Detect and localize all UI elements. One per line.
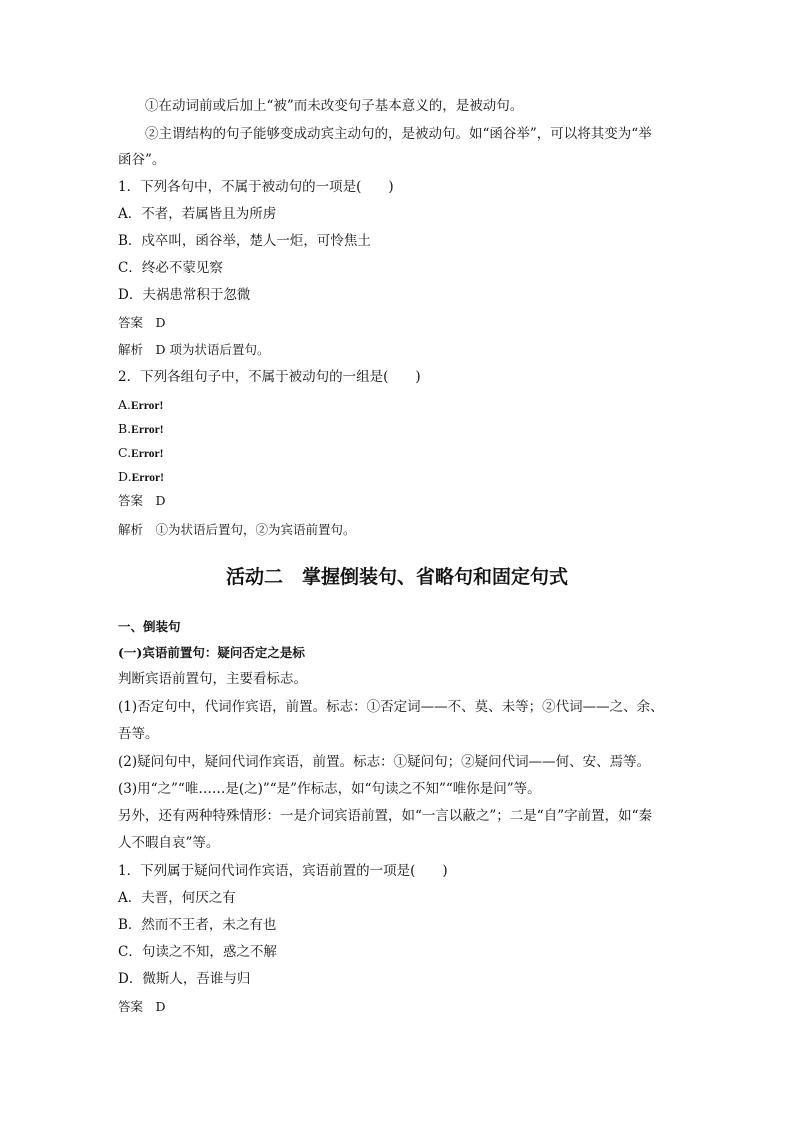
- intro-paragraph-2-cont: 函谷”。: [118, 152, 166, 168]
- option-letter: B.: [118, 421, 132, 436]
- question-2-stem: 2．下列各组句子中，不属于被动句的一组是( ): [118, 369, 421, 385]
- question-3-option-d: D．微斯人，吾谁与归: [118, 971, 251, 987]
- section-title: 活动二 掌握倒装句、省略句和固定句式: [225, 566, 568, 588]
- intro-paragraph-1: ①在动词前或后加上“被”而未改变句子基本意义的，是被动句。: [145, 98, 524, 114]
- question-3-stem: 1．下列属于疑问代词作宾语，宾语前置的一项是( ): [118, 863, 448, 879]
- question-3-answer: 答案 D: [118, 999, 166, 1014]
- field-error-text: Error!: [131, 448, 164, 460]
- question-1-answer: 答案 D: [118, 315, 166, 330]
- option-letter: D.: [118, 469, 132, 484]
- section-line-2: (1)否定句中，代词作宾语，前置。标志：①否定词——不、莫、未等；②代词——之、余、: [118, 699, 664, 715]
- section-line-4: (3)用“之”“唯……是(之)”“是”作标志，如“句读之不知”“唯你是问”等。: [118, 781, 541, 797]
- intro-paragraph-2: ②主谓结构的句子能够变成动宾主动句的，是被动句。如“函谷举”，可以将其变为“举: [145, 126, 652, 142]
- field-error-text: Error!: [131, 424, 164, 436]
- question-1-option-c: C．终必不蒙见察: [118, 260, 223, 276]
- field-error-text: Error!: [131, 472, 164, 484]
- field-error-text: Error!: [131, 400, 164, 412]
- question-3-option-b: B．然而不王者，未之有也: [118, 917, 277, 933]
- section-line-3: (2)疑问句中，疑问代词作宾语，前置。标志：①疑问句；②疑问代词——何、安、焉等。: [118, 754, 651, 770]
- section-line-5-cont: 人不暇自哀”等。: [118, 835, 220, 851]
- question-2-option-d: [118, 467, 678, 488]
- section-line-1: 判断宾语前置句，主要看标志。: [118, 671, 307, 687]
- question-3-option-a: A．夫晋，何厌之有: [118, 890, 236, 906]
- question-2-option-a: [118, 395, 678, 416]
- section-line-2-cont: 吾等。: [118, 726, 159, 742]
- section-heading-2: (一)宾语前置句：疑问否定之是标: [118, 645, 305, 660]
- option-letter: A.: [118, 397, 132, 412]
- option-letter: C.: [118, 445, 132, 460]
- question-2-analysis: 解析 ①为状语后置句，②为宾语前置句。: [118, 522, 356, 537]
- question-3-option-c: C．句读之不知，惑之不解: [118, 944, 277, 960]
- question-1-analysis: 解析 D 项为状语后置句。: [118, 342, 270, 357]
- question-1-option-d: D．夫祸患常积于忽微: [118, 287, 251, 303]
- question-2-option-b: [118, 419, 678, 440]
- section-heading-1: 一、倒装句: [118, 619, 181, 634]
- section-line-5: 另外，还有两种特殊情形：一是介词宾语前置，如“一言以蔽之”；二是“自”字前置，如“秦: [118, 808, 653, 824]
- question-2-option-c: [118, 443, 678, 464]
- question-1-option-a: A．不者，若属皆且为所虏: [118, 206, 277, 222]
- question-1-stem: 1．下列各句中，不属于被动句的一项是( ): [118, 179, 394, 195]
- question-1-option-b: B．戍卒叫，函谷举，楚人一炬，可怜焦土: [118, 233, 371, 249]
- question-2-answer: 答案 D: [118, 493, 166, 508]
